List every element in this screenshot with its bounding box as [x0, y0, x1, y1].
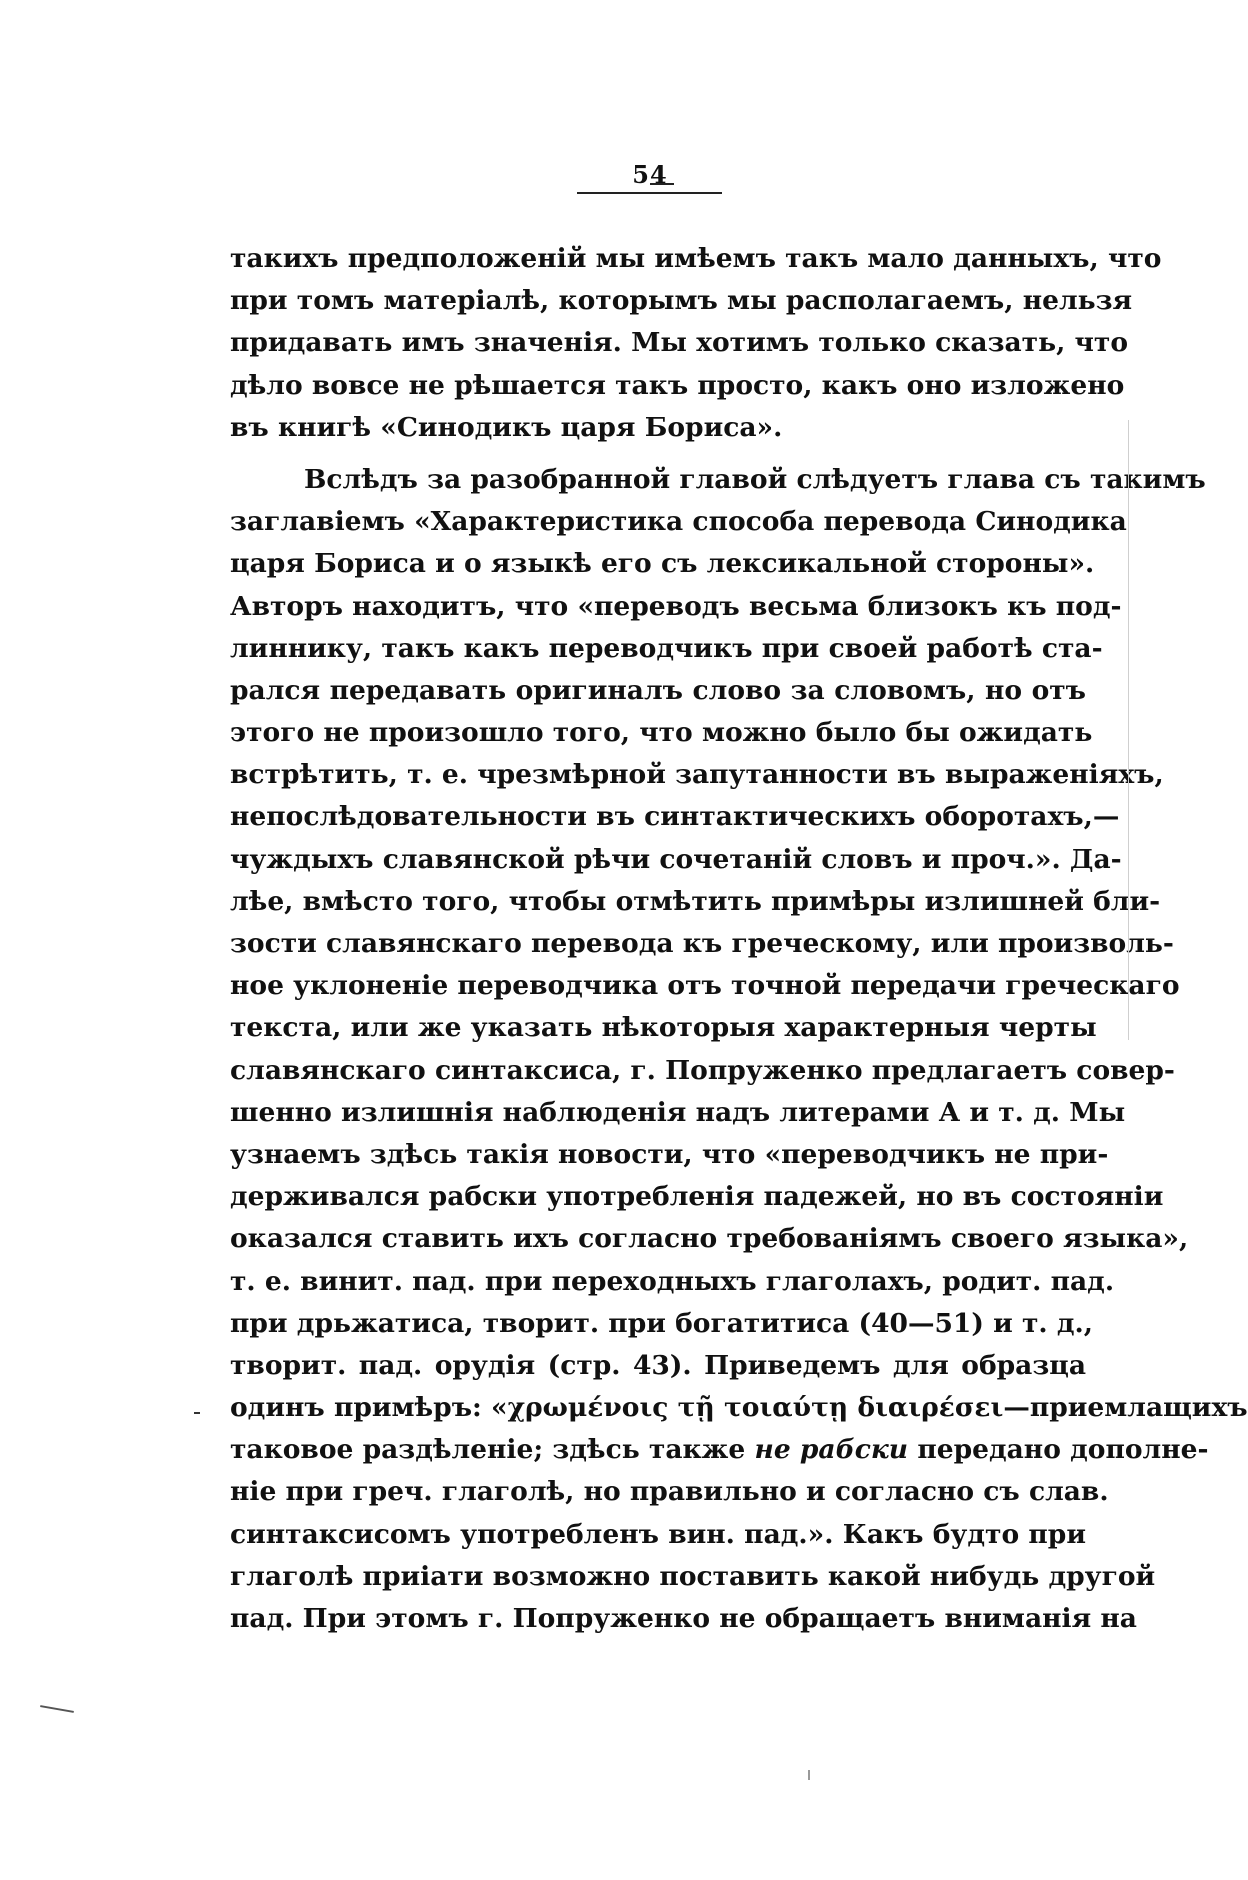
- text-line: Авторъ находитъ, что «переводъ весьма близокъ къ под-: [230, 590, 1122, 622]
- text-line: въ книгѣ «Синодикъ царя Бориса».: [230, 411, 783, 443]
- text-line: зости славянскаго перевода къ греческому, или произволь-: [230, 928, 1174, 959]
- text-line: творит. пад. орудія (стр. 43). Приведемъ для образца: [230, 1349, 1086, 1381]
- text-line: чуждыхъ славянской рѣчи сочетаній словъ и проч.». Да-: [230, 843, 1122, 875]
- page-header-rule: [577, 192, 722, 194]
- text-line: держивался рабски употребленія падежей, но въ состояніи: [230, 1181, 1164, 1213]
- text-segment: таковое раздѣленіе; здѣсь также: [230, 1434, 746, 1466]
- text-line: при дрьжатиса, творит. при богатитиса (40—51) и т. д.,: [230, 1307, 1093, 1339]
- text-line: ніе при греч. глаголѣ, но правильно и согласно съ слав.: [230, 1476, 1109, 1508]
- paragraph-gap: [230, 449, 1086, 459]
- text-line: глаголѣ приіати возможно поставить какой нибудь другой: [230, 1560, 1156, 1592]
- text-line: заглавіемъ «Характеристика способа перевода Синодика: [230, 506, 1127, 538]
- text-line: непослѣдовательности въ синтактическихъ оборотахъ,—: [230, 801, 1120, 833]
- text-line: т. е. винит. пад. при переходныхъ глаголахъ, родит. пад.: [230, 1265, 1115, 1297]
- text-segment: передано дополне-: [917, 1434, 1209, 1466]
- text-line: шенно излишнія наблюденія надъ литерами А и т. д. Мы: [230, 1096, 1126, 1128]
- italic-phrase: не рабски: [754, 1434, 909, 1466]
- text-line: при томъ матеріалѣ, которымъ мы располагаемъ, нельзя: [230, 285, 1133, 317]
- text-line: придавать имъ значенія. Мы хотимъ только сказать, что: [230, 327, 1129, 359]
- text-line: узнаемъ здѣсь такія новости, что «переводчикъ не при-: [230, 1138, 1109, 1170]
- text-line: Вслѣдъ за разобранной главой слѣдуетъ глава съ такимъ: [304, 463, 1206, 495]
- text-line: линнику, такъ какъ переводчикъ при своей работѣ ста-: [230, 632, 1103, 664]
- text-line: такихъ предположеній мы имѣемъ такъ мало данныхъ, что: [230, 243, 1162, 274]
- margin-pencil-stroke: [40, 1705, 74, 1713]
- text-line: оказался ставить ихъ согласно требованіямъ своего языка»,: [230, 1223, 1189, 1255]
- text-line: пад. При этомъ г. Попруженко не обращаетъ вниманія на: [230, 1603, 1137, 1634]
- text-line: рался передавать оригиналъ слово за словомъ, но отъ: [230, 674, 1086, 706]
- text-line: царя Бориса и о языкѣ его съ лексикальной стороны».: [230, 548, 1095, 580]
- text-line: текста, или же указать нѣкоторыя характерныя черты: [230, 1012, 1097, 1044]
- page-number-underline: [650, 183, 674, 185]
- text-line: встрѣтить, т. е. чрезмѣрной запутанности въ выраженіяхъ,: [230, 759, 1164, 791]
- text-line: ное уклоненіе переводчика отъ точной передачи греческаго: [230, 970, 1180, 1002]
- page-edge-shadow: [1128, 420, 1129, 1040]
- text-line: этого не произошло того, что можно было бы ожидать: [230, 717, 1093, 749]
- text-line: дѣло вовсе не рѣшается такъ просто, какъ оно изложено: [230, 369, 1125, 401]
- scan-speck: [808, 1770, 810, 1780]
- text-line: лѣе, вмѣсто того, чтобы отмѣтить примѣры излишней бли-: [230, 885, 1161, 917]
- page-number: 54: [632, 160, 668, 189]
- text-line-with-italic: [230, 1429, 1209, 1471]
- text-line: славянскаго синтаксиса, г. Попруженко предлагаетъ совер-: [230, 1054, 1175, 1086]
- text-line: одинъ примѣръ: «χρωμένοις τῇ τοιαύτῃ διαιρέσει—приемлащихъ: [230, 1392, 1248, 1424]
- text-line: синтаксисомъ употребленъ вин. пад.». Какъ будто при: [230, 1518, 1086, 1550]
- body-text: [230, 238, 1248, 1640]
- margin-mark: [194, 1412, 200, 1414]
